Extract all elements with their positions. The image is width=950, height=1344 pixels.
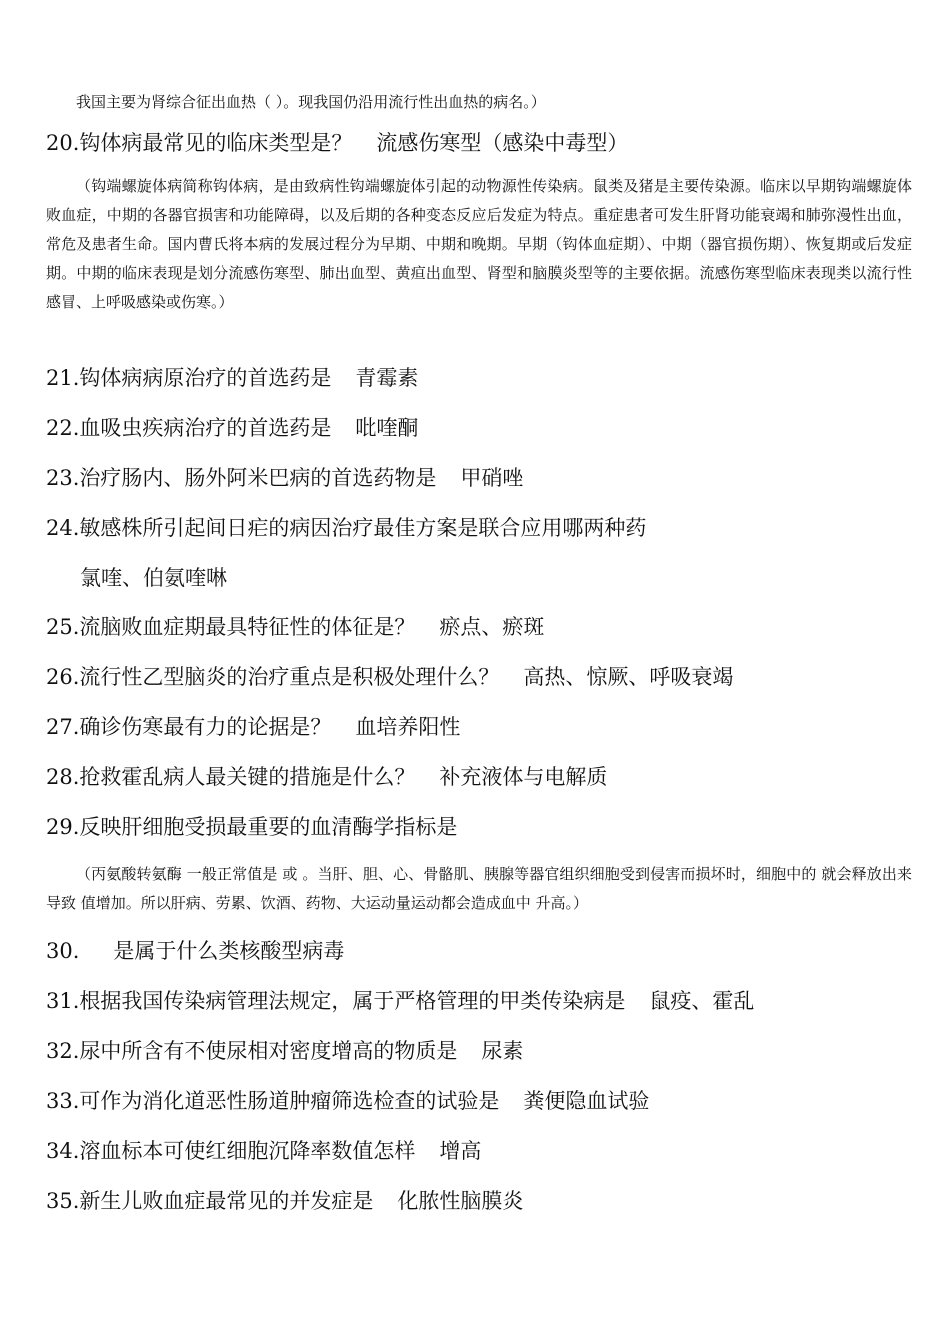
answer-text: 血培养阳性	[355, 715, 461, 739]
question-20	[46, 128, 628, 158]
question-32	[46, 1036, 523, 1066]
question-24	[46, 513, 646, 543]
answer-text: 瘀点、瘀斑	[439, 615, 545, 639]
question-31	[46, 986, 754, 1016]
question-text: 26.流行性乙型脑炎的治疗重点是积极处理什么？	[46, 665, 500, 689]
answer-text: 氯喹、伯氨喹啉	[80, 566, 227, 590]
answer-text: 粪便隐血试验	[523, 1089, 650, 1113]
question-22	[46, 413, 418, 443]
note-intro: 我国主要为肾综合征出血热（ ）。现我国仍沿用流行性出血热的病名。）	[76, 93, 546, 111]
question-text: 22.血吸虫疾病治疗的首选药是	[46, 416, 332, 440]
answer-text: 鼠疫、霍乱	[649, 989, 755, 1013]
question-text: 23.治疗肠内、肠外阿米巴病的首选药物是	[46, 466, 437, 490]
question-text: 35.新生儿败血症最常见的并发症是	[46, 1189, 374, 1213]
question-text: 24.敏感株所引起间日疟的病因治疗最佳方案是联合应用哪两种药	[46, 516, 647, 540]
question-23	[46, 463, 523, 493]
question-25	[46, 612, 544, 642]
question-21	[46, 363, 418, 393]
answer-text: 化脓性脑膜炎	[397, 1189, 524, 1213]
answer-text: 是属于什么类核酸型病毒	[113, 939, 345, 963]
answer-text: 尿素	[481, 1039, 524, 1063]
question-text: 29.反映肝细胞受损最重要的血清酶学指标是	[46, 815, 458, 839]
question-34	[46, 1136, 481, 1166]
answer-text: 流感伤寒型（感染中毒型）	[376, 131, 629, 155]
question-text: 33.可作为消化道恶性肠道肿瘤筛选检查的试验是	[46, 1089, 500, 1113]
answer-text: 青霉素	[355, 366, 419, 390]
question-text: 20.钩体病最常见的临床类型是？	[46, 131, 353, 155]
answer-text: 增高	[439, 1139, 482, 1163]
question-text: 31.根据我国传染病管理法规定，属于严格管理的甲类传染病是	[46, 989, 626, 1013]
question-text: 27.确诊伤寒最有力的论据是？	[46, 715, 332, 739]
question-26	[46, 662, 733, 692]
question-35	[46, 1186, 523, 1216]
answer-text: 高热、惊厥、呼吸衰竭	[523, 665, 734, 689]
question-30	[46, 936, 344, 966]
question-24-answer	[80, 563, 227, 593]
answer-text: 吡喹酮	[355, 416, 419, 440]
note-leptospirosis: （钩端螺旋体病简称钩体病，是由致病性钩端螺旋体引起的动物源性传染病。鼠类及猪是主要传染源。临床以早期钩端螺旋体败血症，中期的各器官损害和功能障碍，以及后期的各种变态反应后发症为特点。重症患者可发生肝肾功能衰竭和肺弥漫性出血，常危及患者生命。国内曹氏将本病的发展过程分为早期、中期和晚期。早期（钩体血症期）、中期（器官损伤期）、恢复期或后发症期。中期的临床表现是划分流感伤寒型、肺出血型、黄疸出血型、肾型和脑膜炎型等的主要依据。流感伤寒型临床表现类以流行性感冒、上呼吸感染或伤寒。）	[46, 177, 912, 311]
question-27	[46, 712, 460, 742]
question-29	[46, 812, 457, 842]
question-text: 30.	[46, 939, 80, 963]
answer-text: 补充液体与电解质	[439, 765, 608, 789]
question-text: 34.溶血标本可使红细胞沉降率数值怎样	[46, 1139, 416, 1163]
question-28	[46, 762, 607, 792]
question-33	[46, 1086, 649, 1116]
answer-text: 甲硝唑	[460, 466, 524, 490]
question-text: 21.钩体病病原治疗的首选药是	[46, 366, 332, 390]
question-text: 25.流脑败血症期最具特征性的体征是？	[46, 615, 416, 639]
question-text: 28.抢救霍乱病人最关键的措施是什么？	[46, 765, 416, 789]
note-alt: （丙氨酸转氨酶 一般正常值是 或 。当肝、胆、心、骨骼肌、胰腺等器官组织细胞受到侵害而损坏时，细胞中的 就会释放出来导致 值增加。所以肝病、劳累、饮酒、药物、大运动量运动都会造成血中 升高。）	[46, 865, 912, 912]
question-text: 32.尿中所含有不使尿相对密度增高的物质是	[46, 1039, 458, 1063]
